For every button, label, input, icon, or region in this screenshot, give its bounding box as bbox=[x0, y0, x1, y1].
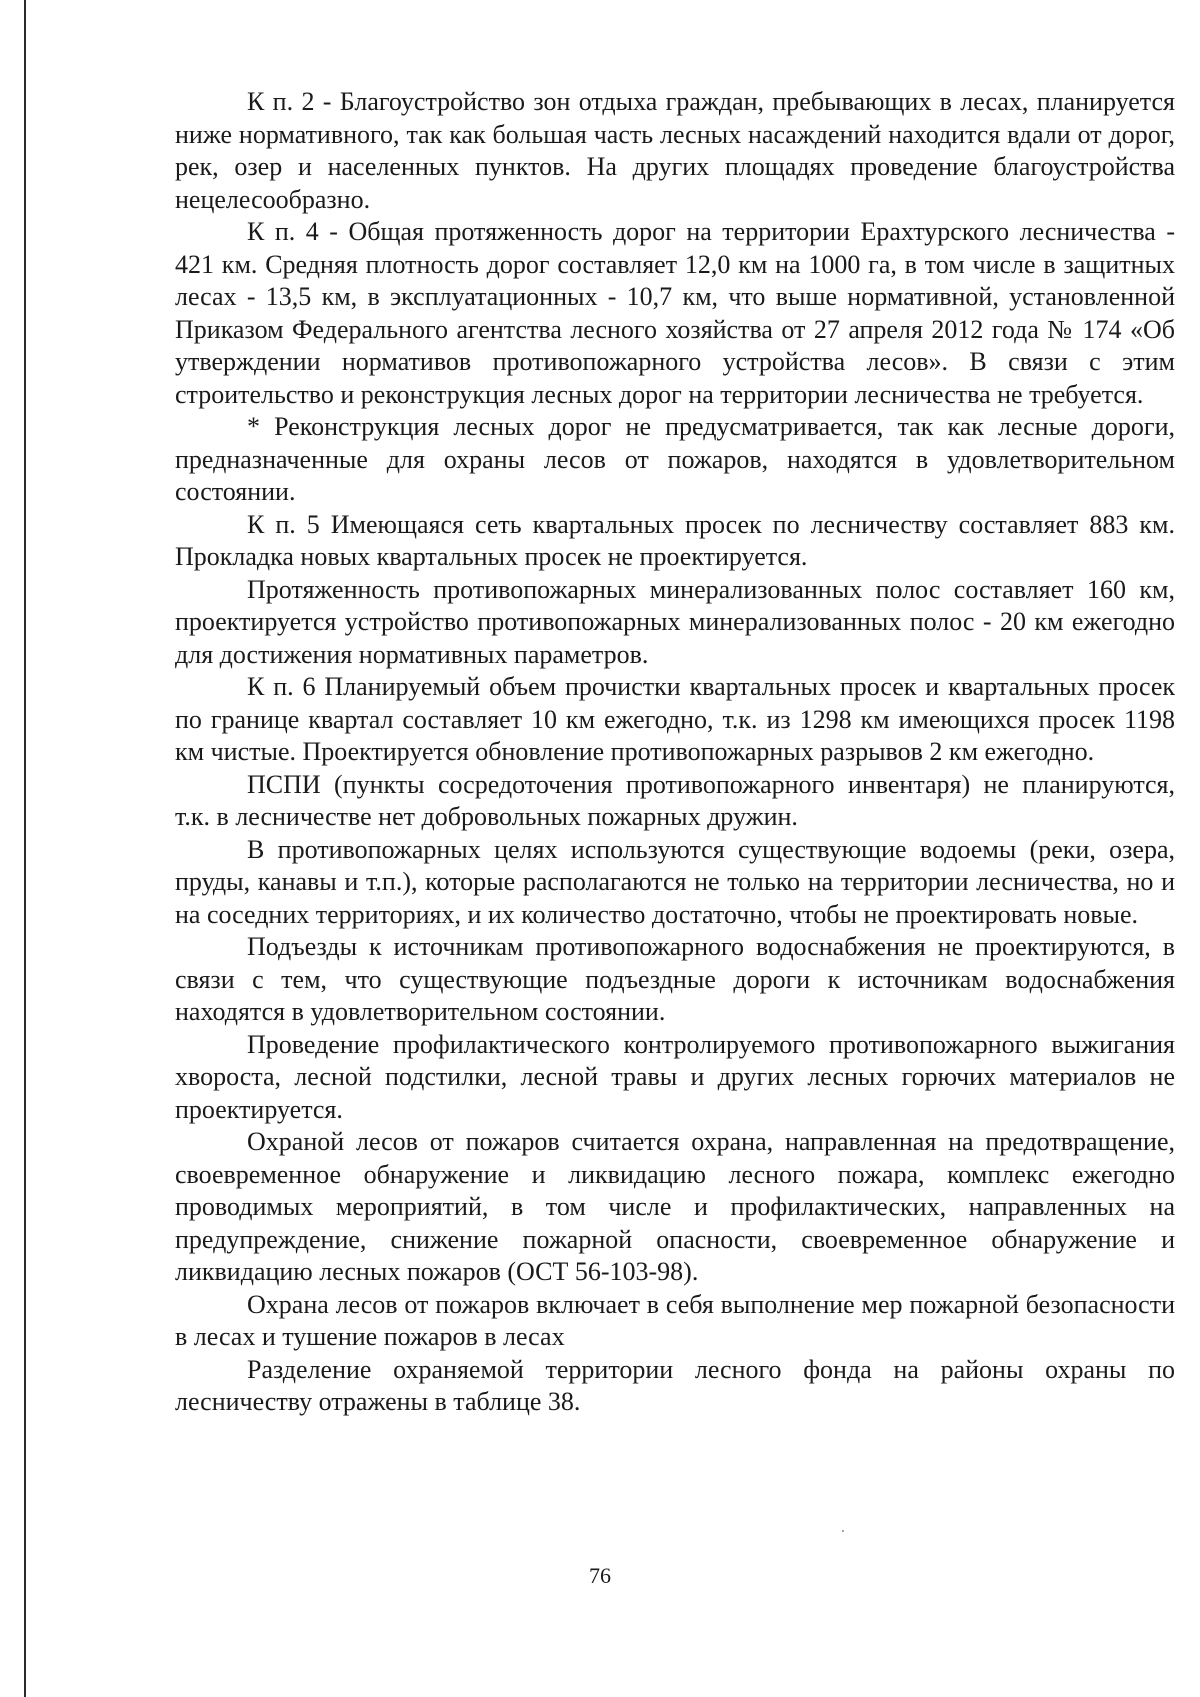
paragraph-fire-protection-definition: Охраной лесов от пожаров считается охрана, направленная на предотвращение, своевременное обнаружение и ликвидацию лесного пожара, комплекс ежегодно проводимых мероприятий, в том числе и профилактических, направленных на предупреждение, снижение пожарной опасности, своевременное обнаружение и ликвидацию лесных пожаров (ОСТ 56-103-98). bbox=[175, 1127, 1175, 1286]
paragraph-fire-protection-scope: Охрана лесов от пожаров включает в себя выполнение мер пожарной безопасности в лесах и тушение пожаров в лесах bbox=[175, 1289, 1175, 1351]
scan-edge-line bbox=[24, 0, 26, 1697]
paragraph-roads: К п. 4 - Общая протяженность дорог на территории Ерахтурского лесничества - 421 км. Средняя плотность дорог составляет 12,0 км на 1000 га, в том числе в защитных лесах - 13,5 км, в эксплуатационных - 10,7 км, что выше нормативной, установленной Приказом Федерального агентства лесного хозяйства от 27 апреля 2012 года № 174 «Об утверждении нормативов противопожарного устройства лесов». В связи с этим строительство и реконструкция лесных дорог на территории лесничества не требуется. bbox=[175, 217, 1175, 409]
paragraph-clearings: К п. 5 Имеющаяся сеть квартальных просек по лесничеству составляет 883 км. Прокладка новых квартальных просек не проектируется. bbox=[175, 509, 1175, 571]
body-text bbox=[175, 86, 1175, 1419]
paragraph-road-reconstruction: * Реконструкция лесных дорог не предусматривается, так как лесные дороги, предназначенные для охраны лесов от пожаров, находятся в удовлетворительном состоянии. bbox=[175, 412, 1175, 506]
paragraph-access-roads: Подъезды к источникам противопожарного водоснабжения не проектируются, в связи с тем, что существующие подъездные дороги к источникам водоснабжения находятся в удовлетворительном состоянии. bbox=[175, 932, 1175, 1026]
page-number: 76 bbox=[589, 1563, 611, 1588]
paragraph-firebreaks: Протяженность противопожарных минерализованных полос составляет 160 км, проектируется устройство противопожарных минерализованных полос - 20 км ежегодно для достижения нормативных параметров. bbox=[175, 574, 1175, 669]
paragraph-protection-districts: Разделение охраняемой территории лесного фонда на районы охраны по лесничеству отражены в таблице 38. bbox=[175, 1354, 1175, 1416]
scan-speck bbox=[842, 1530, 844, 1532]
paragraph-controlled-burning: Проведение профилактического контролируемого противопожарного выжигания хвороста, лесной подстилки, лесной травы и других лесных горючих материалов не проектируется. bbox=[175, 1029, 1175, 1124]
paragraph-pspi: ПСПИ (пункты сосредоточения противопожарного инвентаря) не планируются, т.к. в лесничестве нет добровольных пожарных дружин. bbox=[175, 769, 1175, 831]
paragraph-water-bodies: В противопожарных целях используются существующие водоемы (реки, озера, пруды, канавы и т.п.), которые располагаются не только на территории лесничества, но и на соседних территориях, и их количество достаточно, чтобы не проектировать новые. bbox=[175, 834, 1175, 929]
paragraph-improvement: К п. 2 - Благоустройство зон отдыха граждан, пребывающих в лесах, планируется ниже нормативного, так как большая часть лесных насаждений находится вдали от дорог, рек, озер и населенных пунктов. На других площадях проведение благоустройства нецелесообразно. bbox=[175, 87, 1175, 214]
paragraph-clearing-cleanup: К п. 6 Планируемый объем прочистки квартальных просек и квартальных просек по границе квартал составляет 10 км ежегодно, т.к. из 1298 км имеющихся просек 1198 км чистые. Проектируется обновление противопожарных разрывов 2 км ежегодно. bbox=[175, 672, 1175, 766]
